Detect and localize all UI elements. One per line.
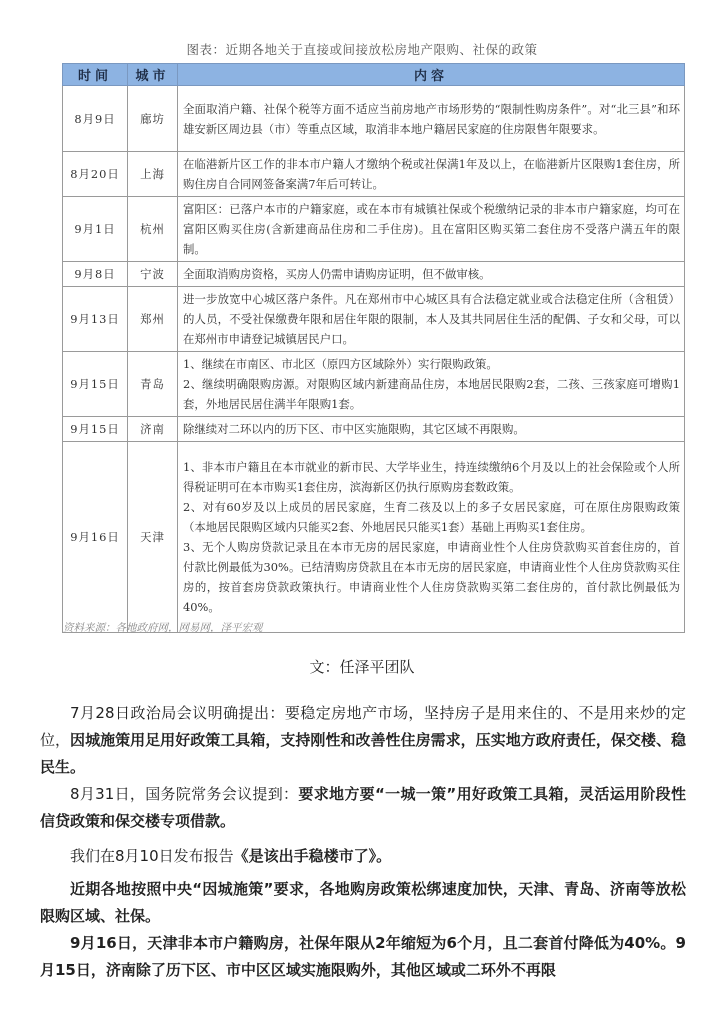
content-paragraph: 富阳区：已落户本市的户籍家庭，或在本市有城镇社保或个税缴纳记录的非本市户籍家庭，均可在富阳区购买住房(含新建商品住房和二手住房)。且在富阳区购买第二套住房不受落户满五年的限制。	[183, 202, 680, 256]
row-date: 9月8日	[63, 262, 128, 287]
row-city: 青岛	[128, 352, 178, 417]
row-content	[178, 197, 685, 262]
text-segment: 我们在8月10日发布报告	[70, 847, 234, 865]
source-note: 资料来源：各地政府网，网易网，泽平宏观	[63, 622, 263, 634]
content-paragraph: 1、非本市户籍且在本市就业的新市民、大学毕业生，持连续缴纳6个月及以上的社会保险或个人所得税证明可在本市购买1套住房，滨海新区仍执行原购房套数政策。	[183, 460, 680, 494]
text-segment: 7月28日政治局会议明确提出：要稳定房地产市场，坚持房子是用来住的、不是用来炒的定位，	[40, 704, 686, 749]
content-paragraph: 2、继续明确限购房源。对限购区域内新建商品住房，本地居民限购2套，二孩、三孩家庭可增购1套，外地居民居住满半年限购1套。	[183, 377, 680, 411]
row-city: 廊坊	[128, 86, 178, 152]
header-city: 城市	[128, 64, 178, 86]
table-row	[63, 152, 685, 197]
content-paragraph: 全面取消户籍、社保个税等方面不适应当前房地产市场形势的“限制性购房条件”。对“北三县”和环雄安新区周边县（市）等重点区域，取消非本地户籍居民家庭的住房限售年限要求。	[183, 101, 680, 136]
row-content	[178, 287, 685, 352]
row-content	[178, 262, 685, 287]
header-date: 时间	[63, 64, 128, 86]
bold-text-segment: 《是该出手稳楼市了》。	[233, 847, 392, 865]
table-row	[63, 86, 685, 152]
row-content	[178, 352, 685, 417]
row-date: 8月9日	[63, 86, 128, 152]
bold-text-segment: 近期各地按照中央“因城施策”要求，各地购房政策松绑速度加快，天津、青岛、济南等放松限购区域、社保。	[40, 880, 686, 925]
policy-table	[62, 63, 685, 633]
row-content	[178, 417, 685, 442]
content-paragraph: 全面取消购房资格，买房人仍需申请购房证明，但不做审核。	[183, 267, 491, 281]
row-content	[178, 86, 685, 152]
paragraph-report	[40, 843, 686, 870]
table-row	[63, 287, 685, 352]
row-date: 9月15日	[63, 417, 128, 442]
content-paragraph: 除继续对二环以内的历下区、市中区实施限购，其它区域不再限购。	[183, 422, 525, 436]
bold-text-segment: 因城施策用足用好政策工具箱，支持刚性和改善性住房需求，压实地方政府责任，保交楼、稳民生。	[40, 731, 686, 776]
table-row	[63, 442, 685, 633]
paragraph-local-easing	[40, 876, 686, 930]
paragraph-state-council	[40, 781, 686, 835]
table-row	[63, 197, 685, 262]
row-date: 9月13日	[63, 287, 128, 352]
row-city: 济南	[128, 417, 178, 442]
header-content: 内容	[178, 64, 685, 86]
content-paragraph: 3、无个人购房贷款记录且在本市无房的居民家庭，申请商业性个人住房贷款购买首套住房的，首付款比例最低为30%。已结清购房贷款且在本市无房的居民家庭，申请商业性个人住房贷款购买住房的，按首套房贷款政策执行。申请商业性个人住房贷款购买第二套住房的，首付款比例最低为40%。	[183, 540, 680, 614]
row-date: 8月20日	[63, 152, 128, 197]
row-city: 杭州	[128, 197, 178, 262]
table-row	[63, 262, 685, 287]
row-city: 宁波	[128, 262, 178, 287]
row-date: 9月15日	[63, 352, 128, 417]
content-paragraph: 进一步放宽中心城区落户条件。凡在郑州市中心城区具有合法稳定就业或合法稳定住所（含租赁）的人员，不受社保缴费年限和居住年限的限制，本人及其共同居住生活的配偶、子女和父母，可以在郑州市申请登记城镇居民户口。	[183, 292, 680, 346]
bold-text-segment: 9月16日，天津非本市户籍购房，社保年限从2年缩短为6个月，且二套首付降低为40%。9月15日，济南除了历下区、市中区区域实施限购外，其他区域或二环外不再限	[40, 934, 686, 979]
figure-caption: 图表：近期各地关于直接或间接放松房地产限购、社保的政策	[186, 42, 538, 57]
row-city: 上海	[128, 152, 178, 197]
table-row	[63, 417, 685, 442]
table-row	[63, 352, 685, 417]
content-paragraph: 在临港新片区工作的非本市户籍人才缴纳个税或社保满1年及以上，在临港新片区限购1套住房，所购住房自合同网签备案满7年后可转让。	[183, 157, 680, 191]
paragraph-politburo	[40, 700, 686, 781]
row-content	[178, 152, 685, 197]
row-city: 郑州	[128, 287, 178, 352]
bold-text-segment: 要求地方要“一城一策”用好政策工具箱，灵活运用阶段性信贷政策和保交楼专项借款。	[40, 785, 686, 830]
row-city: 天津	[128, 442, 178, 633]
paragraph-tianjin-jinan	[40, 930, 686, 984]
row-date: 9月1日	[63, 197, 128, 262]
table-header-row	[63, 64, 685, 86]
content-paragraph: 2、对有60岁及以上成员的居民家庭，生育二孩及以上的多子女居民家庭，可在原住房限购政策（本地居民限购区域内只能买2套、外地居民只能买1套）基础上再购买1套住房。	[183, 500, 680, 534]
content-paragraph: 1、继续在市南区、市北区（原四方区域除外）实行限购政策。	[183, 357, 498, 371]
row-content	[178, 442, 685, 633]
author-line: 文：任泽平团队	[309, 658, 415, 676]
text-segment: 8月31日，国务院常务会议提到：	[70, 785, 299, 803]
row-date: 9月16日	[63, 442, 128, 633]
